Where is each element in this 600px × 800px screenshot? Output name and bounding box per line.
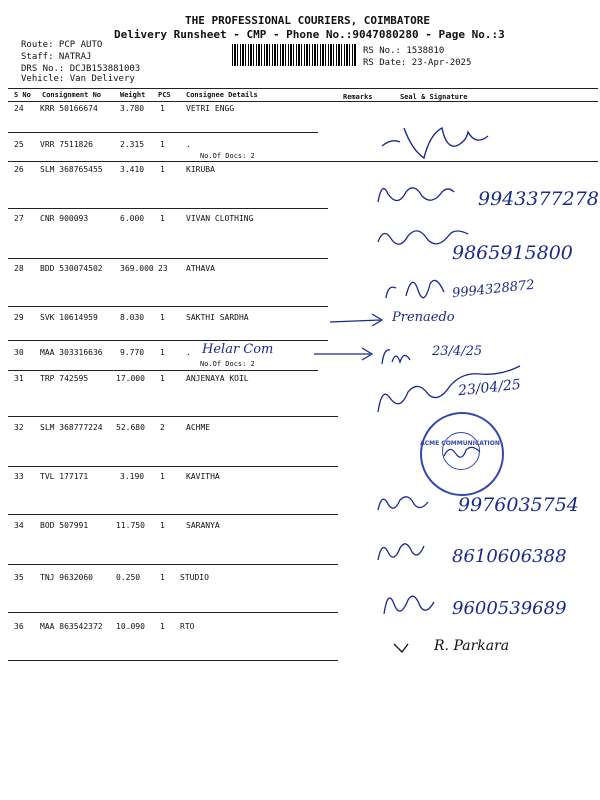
- row-sno: 31: [14, 374, 24, 383]
- row-sno: 29: [14, 313, 24, 322]
- row-pcs: 1: [160, 521, 165, 530]
- handwritten-date: 23/04/25: [457, 376, 522, 400]
- row-consignment: SLM 368765455: [40, 165, 103, 174]
- row-consignee: RTO: [180, 622, 195, 631]
- row-consignee: VETRI ENGG: [186, 104, 235, 113]
- handwritten-phone: 8610606388: [452, 546, 567, 567]
- row-rule: [8, 340, 328, 341]
- row-weight: 52.680: [116, 423, 145, 432]
- handwritten-note: Prenaedo: [392, 310, 455, 325]
- row-rule: [8, 208, 328, 209]
- handwritten-phone: 9976035754: [458, 494, 579, 516]
- route-label: Route: PCP AUTO: [21, 40, 103, 50]
- row-pcs: 23: [158, 264, 168, 273]
- signature-row-33: [372, 486, 452, 516]
- signature-row-25: [370, 108, 510, 168]
- table-header-rule: [8, 101, 598, 102]
- row-pcs: 1: [160, 348, 165, 357]
- row-pcs: 1: [160, 374, 165, 383]
- row-weight: 3.190: [120, 472, 145, 481]
- row-sno: 27: [14, 214, 24, 223]
- row-consignment: VRR 7511826: [40, 140, 93, 149]
- row-rule: [8, 466, 338, 467]
- row-pcs: 1: [160, 472, 165, 481]
- barcode-image: [232, 44, 356, 66]
- row-consignee: SAKTHI SARDHA: [186, 313, 249, 322]
- row-rule: [8, 612, 338, 613]
- row-consignment: MAA 863542372: [40, 622, 103, 631]
- stamp-text: ACME COMMUNICATION: [420, 440, 500, 447]
- row-consignment: MAA 303316636: [40, 348, 103, 357]
- row-consignment: SLM 368777224: [40, 423, 103, 432]
- col-remarks: Remarks: [343, 93, 373, 101]
- row-pcs: 1: [160, 140, 165, 149]
- row-docs: No.Of Docs: 2: [200, 360, 255, 368]
- handwritten-phone: 9943377278: [478, 188, 599, 210]
- row-rule: [8, 132, 318, 133]
- row-pcs: 1: [160, 214, 165, 223]
- col-pcs: PCS: [158, 91, 171, 99]
- row-rule: [8, 258, 328, 259]
- row-sno: 36: [14, 622, 24, 631]
- row-weight: 10.090: [116, 622, 145, 631]
- row-weight: 0.250: [116, 573, 141, 582]
- row-sno: 32: [14, 423, 24, 432]
- row-pcs: 1: [160, 622, 165, 631]
- table-top-rule: [8, 88, 598, 89]
- row-weight: 11.750: [116, 521, 145, 530]
- row-weight: 8.030: [120, 313, 145, 322]
- row-consignee: KAVITHA: [186, 472, 220, 481]
- row-pcs: 1: [160, 104, 165, 113]
- row-consignee: ATHAVA: [186, 264, 215, 273]
- vehicle-label: Vehicle: Van Delivery: [21, 74, 135, 84]
- row-consignment: TNJ 9632060: [40, 573, 93, 582]
- row-rule: [8, 660, 338, 661]
- row-consignment: KRR 50166674: [40, 104, 98, 113]
- col-consignment: Consignment No: [42, 91, 102, 99]
- col-sno: S No: [14, 91, 31, 99]
- arrow-row-30: [312, 344, 378, 364]
- row-weight: 9.770: [120, 348, 145, 357]
- row-rule: [8, 514, 338, 515]
- row-consignment: CNR 900093: [40, 214, 89, 223]
- handwritten-name: R. Parkara: [434, 638, 510, 654]
- row-sno: 24: [14, 104, 24, 113]
- company-name: THE PROFESSIONAL COURIERS, COIMBATORE: [185, 14, 431, 27]
- signature-row-26: [372, 172, 482, 212]
- row-rule: [8, 306, 328, 307]
- row-pcs: 1: [160, 573, 165, 582]
- staff-label: Staff: NATRAJ: [21, 52, 92, 62]
- handwritten-consignee: Helar Com: [202, 342, 274, 357]
- row-sno: 25: [14, 140, 24, 149]
- row-consignee: VIVAN CLOTHING: [186, 214, 254, 223]
- col-weight: Weight: [120, 91, 146, 99]
- signature-row-32: [440, 440, 484, 464]
- row-sno: 34: [14, 521, 24, 530]
- row-docs: No.Of Docs: 2: [200, 152, 255, 160]
- signature-row-36: [392, 640, 412, 656]
- drs-number: DRS No.: DCJB153881003: [21, 64, 141, 74]
- row-weight: 6.000: [120, 214, 145, 223]
- row-sno: 30: [14, 348, 24, 357]
- signature-row-35: [378, 584, 448, 624]
- col-consignee: Consignee Details: [186, 91, 258, 99]
- row-sno: 26: [14, 165, 24, 174]
- row-rule: [8, 416, 338, 417]
- handwritten-phone: 9865915800: [452, 242, 573, 264]
- row-consignment: BOD 507991: [40, 521, 89, 530]
- signature-row-34: [372, 534, 442, 568]
- row-rule: [8, 370, 318, 371]
- row-consignment: TRP 742595: [40, 374, 89, 383]
- row-weight: 3.410: [120, 165, 145, 174]
- row-sno: 35: [14, 573, 24, 582]
- row-weight: 3.780: [120, 104, 145, 113]
- row-pcs: 1: [160, 165, 165, 174]
- rs-date: RS Date: 23-Apr-2025: [363, 58, 472, 68]
- row-rule: [8, 564, 338, 565]
- rs-number: RS No.: 1538810: [363, 46, 445, 56]
- row-consignment: SVK 10614959: [40, 313, 98, 322]
- row-weight: 17.000: [116, 374, 145, 383]
- signature-row-28: [380, 268, 460, 304]
- row-weight: 2.315: [120, 140, 145, 149]
- handwritten-date: 23/4/25: [432, 344, 483, 359]
- row-sno: 33: [14, 472, 24, 481]
- row-consignment: TVL 177171: [40, 472, 89, 481]
- row-consignment: BDD 530074502: [40, 264, 103, 273]
- row-weight: 369.000: [120, 264, 154, 273]
- row-consignee: .: [186, 140, 191, 149]
- col-seal: Seal & Signature: [400, 93, 468, 101]
- runsheet-title: Delivery Runsheet - CMP - Phone No.:9047080280 - Page No.:3: [114, 28, 505, 41]
- row-consignee: SARANYA: [186, 521, 220, 530]
- row-pcs: 1: [160, 313, 165, 322]
- row-consignee: KIRUBA: [186, 165, 215, 174]
- row-pcs: 2: [160, 423, 165, 432]
- handwritten-phone: 9600539689: [452, 598, 567, 619]
- row-sno: 28: [14, 264, 24, 273]
- row-consignee: STUDIO: [180, 573, 209, 582]
- row-consignee: ACHME: [186, 423, 211, 432]
- handwritten-phone: 9994328872: [451, 277, 536, 302]
- arrow-row-29: [328, 310, 388, 330]
- row-consignee: .: [186, 348, 191, 357]
- row-consignee: ANJENAYA KOIL: [186, 374, 249, 383]
